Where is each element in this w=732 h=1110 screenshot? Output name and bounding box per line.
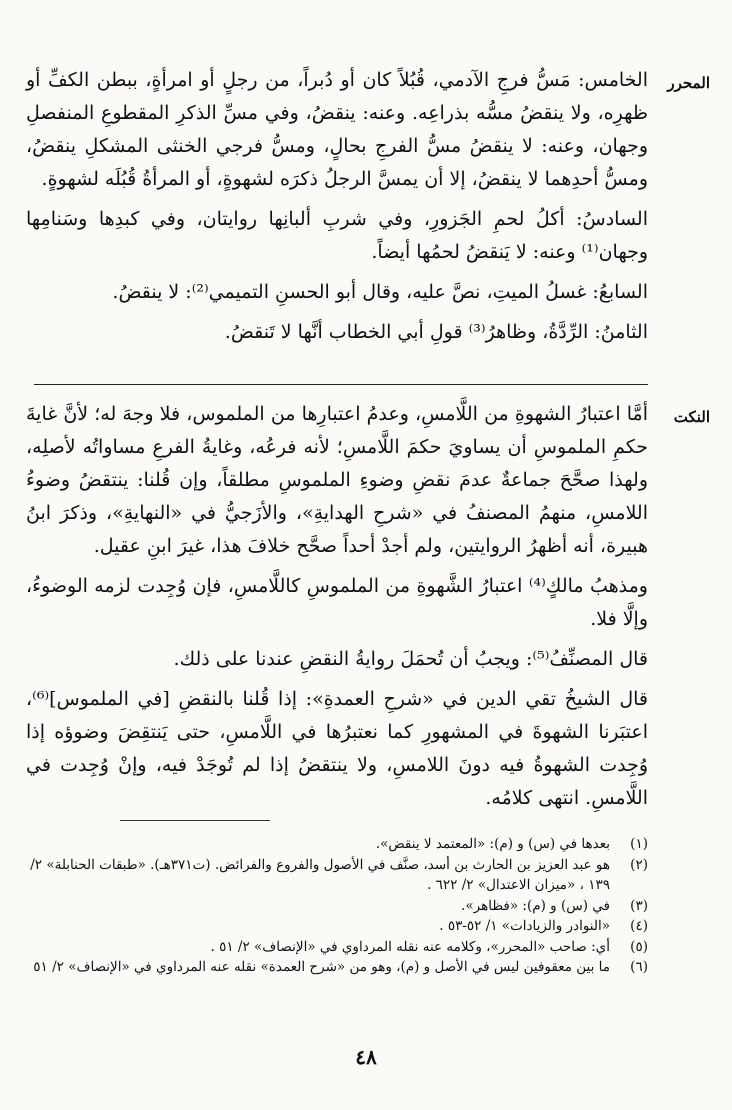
footnote [26, 957, 648, 978]
footnote-number: (١) [630, 836, 648, 852]
footnote-text: هو عبد العزيز بن الحارث بن أسد، صنَّف في الأصول والفروع والفرائض. (ت٣٧١هـ). «طبقات الحنابلة» ٢/ ١٣٩ ، «ميزان الاعتدال» ٢/ ٦٢٢ . [30, 856, 610, 893]
footnote-number: (٢) [630, 856, 648, 873]
footnotes [26, 834, 648, 978]
nukat-section [26, 398, 648, 815]
footnote-number: (٣) [630, 897, 648, 914]
footnote [26, 855, 648, 896]
footnote-number: (٦) [630, 959, 648, 975]
footnote-number: (٤) [630, 918, 648, 934]
paragraph-malik: ومذهبُ مالكٍ⁽⁴⁾ اعتبارُ الشَّهوةِ من الملموسِ كاللَّامسِ، فإن وُجِدت لزمه الوضوءُ، وإلَّا فلا. [26, 575, 648, 630]
footnote-text: «النوادر والزيادات» ١/ ٥٢-٥٣ . [439, 918, 610, 934]
paragraph-sadis: السادسُ: أكلُ لحمِ الجَزورِ، وفي شربِ ألبانِها روايتان، وفي كبدِها وسَنامِها وجهان⁽¹⁾ وعنه: لا يَنقضُ لحمُها أيضاً. [26, 208, 648, 263]
paragraph-musannif: قال المصنِّفُ⁽⁵⁾: ويجبُ أن تُحمَلَ روايةُ النقضِ عندنا على ذلك. [173, 648, 648, 670]
side-label-muharrar: المحرر [667, 74, 710, 92]
paragraph-thamin: الثامنُ: الرِّدَّةُ، وظاهرُ⁽³⁾ قولِ أبي الخطاب أنَّها لا تَنقضُ. [224, 321, 648, 343]
paragraph-sabi: السابعُ: غسلُ الميتِ، نصَّ عليه، وقال أبو الحسنِ التميمي⁽²⁾: لا ينقضُ. [112, 281, 648, 303]
footnote-text: في (س) و (م): «فظاهر». [461, 897, 610, 914]
footnote [26, 916, 648, 937]
footnote-number: (٥) [630, 938, 648, 955]
footnote-text: أي: صاحب «المحرر»، وكلامه عنه نقله المرداوي في «الإنصاف» ٢/ ٥١ . [210, 938, 610, 955]
paragraph-taqi-aldin: قال الشيخُ تقي الدين في «شرحِ العمدةِ»: إذا قُلنا بالنقضِ [في الملموس]⁽⁶⁾، اعتبَرنا الشهوةَ في المشهورِ كما نعتبرُها في اللَّامسِ، حتى يَنتقِضَ وضوؤه إذا وُجِدت الشهوةُ فيه دونَ اللامسِ، ولا ينتقضُ إذا لم تُوجَدْ فيه، وإنْ وُجِدت في اللَّامسِ. انتهى كلامُه. [26, 688, 648, 809]
footnote [26, 937, 648, 958]
section-divider [34, 384, 648, 385]
footnote-text: ما بين معقوفين ليس في الأصل و (م)، وهو من «شرح العمدة» نقله عنه المرداوي في «الإنصاف» ٢/ ٥١ [33, 959, 610, 975]
paragraph-khamis: الخامس: مَسُّ فرجِ الآدمي، قُبُلاً كان أو دُبراً، من رجلٍ أو امرأةٍ، ببطن الكفِّ أو ظهرِه، ولا ينقضُ مسُّه بذراعِه. وعنه: ينقضُ، وفي مسِّ الذكرِ المقطوعِ المنفصلِ وجهان، وعنه: لا ينقضُ مسُّ الفرجِ بحالٍ، ومسُّ فرجي الخنثى المشكلِ ينقضُ، ومسُّ أحدِهما لا ينقضُ، إلا أن يمسَّ الرجلُ ذكرَه لشهوةٍ، أو المرأةُ قُبُلَه لشهوةٍ. [26, 69, 648, 190]
paragraph-shahwa: أمَّا اعتبارُ الشهوةِ من اللَّامسِ، وعدمُ اعتبارِها من الملموس، فلا وجهَ له؛ لأنَّ غايةَ حكمِ الملموسِ أن يساويَ حكمَ اللَّامسِ؛ لأنه فرعُه، وغايةُ الفرعِ مساواتُه لأصلِه، ولهذا صحَّحَ جماعةٌ عدمَ نقضِ وضوءِ الملموسِ مطلقاً، وإن قُلنا: ينتقضُ وضوءُ اللامسِ، منهمُ المصنفُ في «شرحِ الهدايةِ»، والأزَجيُّ في «النهايةِ»، وذكرَ ابنُ هبيرة، أنه أظهرُ الروايتين، ولم أجدْ أحداً صحَّح خلافَ هذا، غيرَ ابنِ عقيل. [26, 403, 648, 557]
footnote [26, 896, 648, 917]
page-number: ٤٨ [355, 1045, 377, 1069]
muharrar-section [26, 64, 648, 349]
footnote-divider [120, 820, 270, 821]
side-label-nukat: النكت [673, 408, 710, 426]
footnote-text: بعدها في (س) و (م): «المعتمد لا ينقض». [375, 836, 610, 852]
footnote [26, 834, 648, 855]
